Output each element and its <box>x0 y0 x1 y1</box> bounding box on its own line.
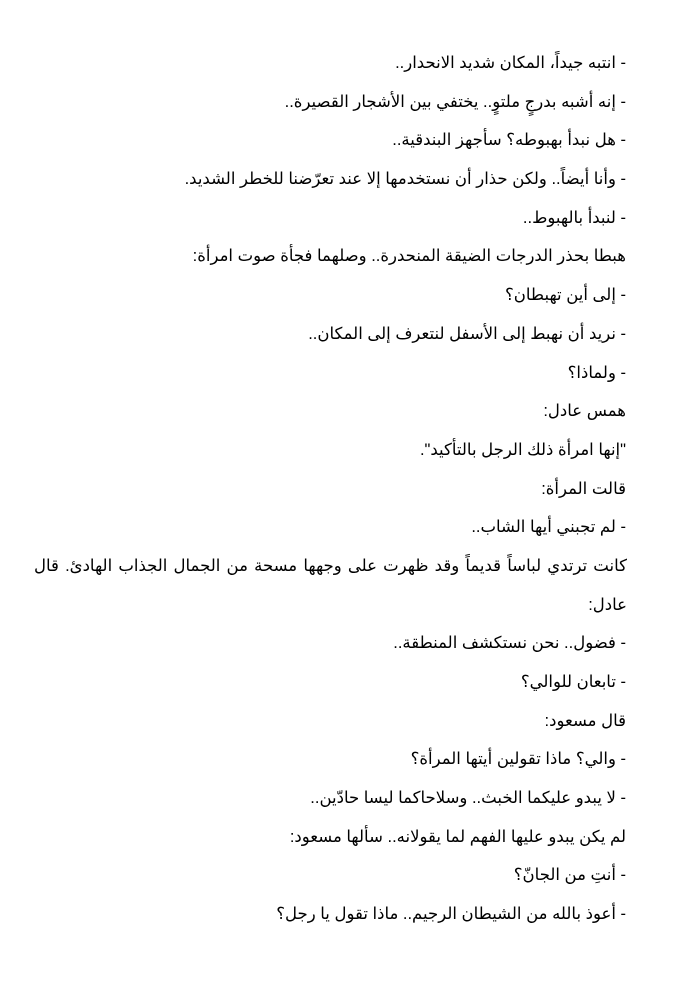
text-line: - هل نبدأ بهبوطه؟ سأجهز البندقية.. <box>392 131 626 150</box>
text-line: - أنتِ من الجانّ؟ <box>513 866 626 885</box>
text-line: - لا يبدو عليكما الخبث.. وسلاحاكما ليسا حادّين.. <box>310 789 626 808</box>
text-line: - نريد أن نهبط إلى الأسفل لنتعرف إلى المكان.. <box>308 324 626 343</box>
text-line: - تابعان للوالي؟ <box>520 673 626 692</box>
text-line: قالت المرأة: <box>541 479 626 498</box>
narration-paragraph: كانت ترتدي لباساً قديماً وقد ظهرت على وجهها مسحة من الجمال الجذاب الهادئ. قال عادل: <box>34 556 627 614</box>
text-line: - إلى أين تهبطان؟ <box>505 286 626 305</box>
text-line: - انتبه جيداً، المكان شديد الانحدار.. <box>395 54 626 72</box>
text-line: - أعوذ بالله من الشيطان الرجيم.. ماذا تقول يا رجل؟ <box>276 905 626 924</box>
text-line: - لم تجبني أيها الشاب.. <box>471 518 626 537</box>
text-line: - لنبدأ بالهبوط.. <box>522 208 626 227</box>
text-line: - وأنا أيضاً.. ولكن حذار أن نستخدمها إلا عند تعرّضنا للخطر الشديد. <box>184 170 626 189</box>
text-line: - والي؟ ماذا تقولين أيتها المرأة؟ <box>410 750 626 769</box>
text-line: لم يكن يبدو عليها الفهم لما يقولانه.. سألها مسعود: <box>289 827 626 846</box>
text-line: - ولماذا؟ <box>567 363 626 382</box>
text-line: قال مسعود: <box>544 711 626 730</box>
text-line: هبطا بحذر الدرجات الضيقة المنحدرة.. وصلهما فجأة صوت امرأة: <box>192 247 626 266</box>
document-body <box>34 44 626 934</box>
text-line: - فضول.. نحن نستكشف المنطقة.. <box>393 634 626 653</box>
text-line: - إنه أشبه بدرجٍ ملتوٍ.. يختفي بين الأشجار القصيرة.. <box>284 92 626 111</box>
text-line: "إنها امرأة ذلك الرجل بالتأكيد". <box>419 440 626 459</box>
text-line: همس عادل: <box>543 402 626 421</box>
